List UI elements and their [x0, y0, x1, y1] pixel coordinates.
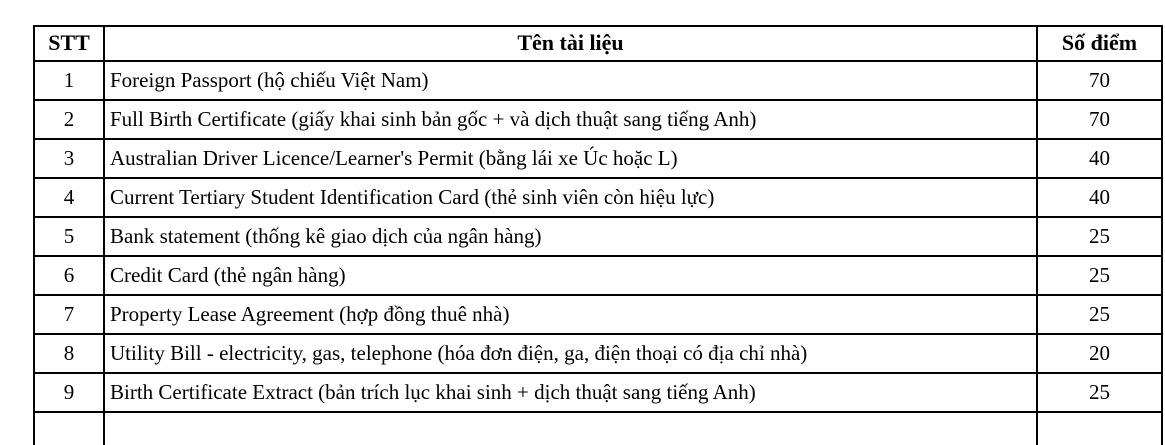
column-header-stt: STT — [34, 26, 104, 61]
document-score-table — [33, 25, 1163, 445]
row-number-cell — [34, 412, 104, 445]
row-number-cell: 1 — [34, 61, 104, 100]
table-row — [34, 61, 1162, 100]
score-cell: 70 — [1037, 61, 1162, 100]
column-header-score: Số điểm — [1037, 26, 1162, 61]
score-cell — [1037, 412, 1162, 445]
document-name-cell: Foreign Passport (hộ chiếu Việt Nam) — [104, 61, 1037, 100]
table-row — [34, 373, 1162, 412]
score-cell: 40 — [1037, 178, 1162, 217]
score-cell: 20 — [1037, 334, 1162, 373]
document-name-cell: Property Lease Agreement (hợp đồng thuê nhà) — [104, 295, 1037, 334]
row-number-cell: 5 — [34, 217, 104, 256]
table-row — [34, 256, 1162, 295]
score-cell: 25 — [1037, 373, 1162, 412]
document-name-cell: Bank statement (thống kê giao dịch của ngân hàng) — [104, 217, 1037, 256]
partial-clipped-row — [34, 412, 1162, 445]
document-name-cell: Birth Certificate Extract (bản trích lục khai sinh + dịch thuật sang tiếng Anh) — [104, 373, 1037, 412]
table-row — [34, 100, 1162, 139]
table-row — [34, 178, 1162, 217]
document-name-cell: Australian Driver Licence/Learner's Permit (bằng lái xe Úc hoặc L) — [104, 139, 1037, 178]
table-header-row — [34, 26, 1162, 61]
row-number-cell: 7 — [34, 295, 104, 334]
document-name-cell — [104, 412, 1037, 445]
row-number-cell: 6 — [34, 256, 104, 295]
score-cell: 40 — [1037, 139, 1162, 178]
table-row — [34, 334, 1162, 373]
document-name-cell: Full Birth Certificate (giấy khai sinh bản gốc + và dịch thuật sang tiếng Anh) — [104, 100, 1037, 139]
document-name-cell: Utility Bill - electricity, gas, telephone (hóa đơn điện, ga, điện thoại có địa chỉ nhà) — [104, 334, 1037, 373]
column-header-document-name: Tên tài liệu — [104, 26, 1037, 61]
table-body — [34, 61, 1162, 445]
row-number-cell: 8 — [34, 334, 104, 373]
row-number-cell: 3 — [34, 139, 104, 178]
score-cell: 25 — [1037, 256, 1162, 295]
row-number-cell: 4 — [34, 178, 104, 217]
score-cell: 25 — [1037, 217, 1162, 256]
document-name-cell: Credit Card (thẻ ngân hàng) — [104, 256, 1037, 295]
score-cell: 25 — [1037, 295, 1162, 334]
score-cell: 70 — [1037, 100, 1162, 139]
row-number-cell: 9 — [34, 373, 104, 412]
table-row — [34, 217, 1162, 256]
row-number-cell: 2 — [34, 100, 104, 139]
table-row — [34, 295, 1162, 334]
table-row — [34, 139, 1162, 178]
document-name-cell: Current Tertiary Student Identification Card (thẻ sinh viên còn hiệu lực) — [104, 178, 1037, 217]
